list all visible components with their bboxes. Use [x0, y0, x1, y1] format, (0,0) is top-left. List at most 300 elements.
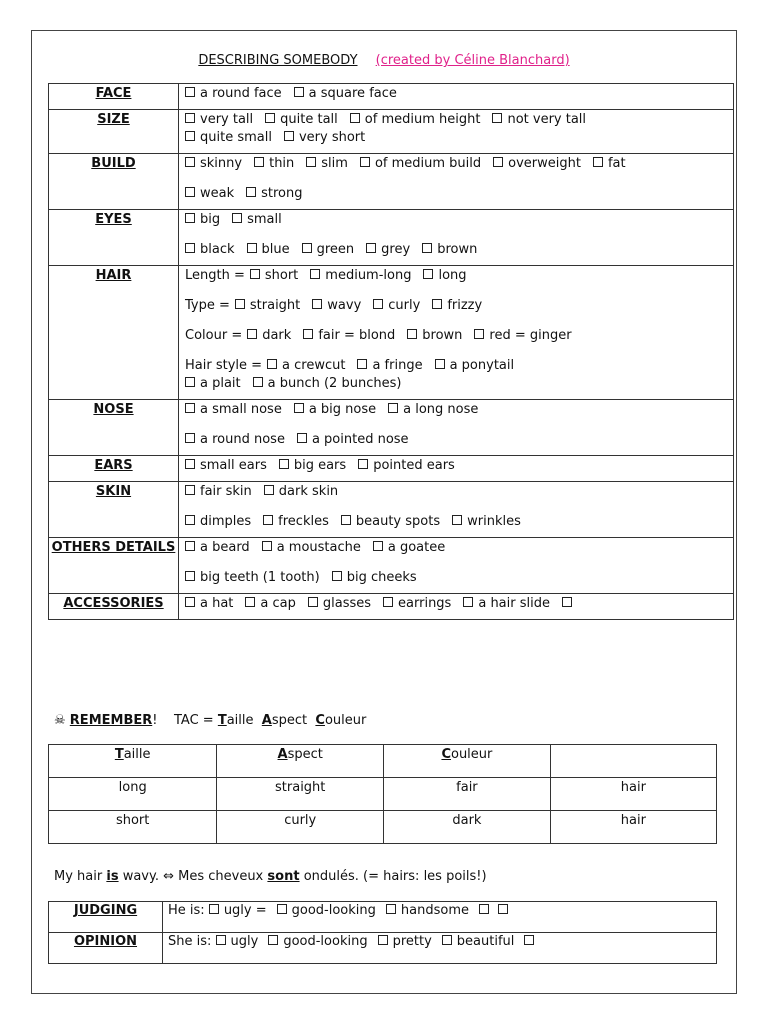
checkbox-option[interactable] [262, 539, 361, 557]
checkbox-icon[interactable] [310, 269, 320, 279]
checkbox-option[interactable] [593, 155, 626, 173]
checkbox-icon[interactable] [254, 157, 264, 167]
tac-header-cell [384, 745, 551, 778]
hair-sentence-mid: wavy. ⇔ Mes cheveux [122, 869, 264, 884]
checkbox-icon[interactable] [308, 597, 318, 607]
option-label: ugly = [223, 903, 267, 918]
checkbox-icon[interactable] [185, 403, 195, 413]
options-line [185, 539, 733, 557]
checkbox-icon[interactable] [185, 597, 195, 607]
checkbox-icon[interactable] [442, 935, 452, 945]
checkbox-option[interactable] [185, 129, 272, 147]
checkbox-option[interactable] [303, 327, 395, 345]
checkbox-icon[interactable] [262, 541, 272, 551]
checkbox-option[interactable] [185, 569, 320, 587]
checkbox-option[interactable] [360, 155, 481, 173]
option-label: brown [437, 242, 478, 257]
checkbox-icon[interactable] [267, 359, 277, 369]
checkbox-icon[interactable] [185, 515, 195, 525]
page-title [32, 53, 736, 68]
feature-options [179, 594, 734, 620]
checkbox-icon[interactable] [247, 243, 257, 253]
checkbox-icon[interactable] [216, 935, 226, 945]
option-label: very tall [200, 112, 254, 127]
feature-row [49, 210, 734, 266]
checkbox-option[interactable] [492, 111, 586, 129]
tac-header-rest: spect [287, 747, 323, 762]
option-label: wrinkles [467, 514, 521, 529]
checkbox-option[interactable] [366, 241, 410, 259]
checkbox-option[interactable] [279, 457, 346, 475]
option-label: red = ginger [489, 328, 572, 343]
option-label: a cap [260, 596, 296, 611]
checkbox-option[interactable] [264, 483, 338, 501]
checkbox-option[interactable] [247, 327, 291, 345]
options-line [185, 185, 733, 203]
options-line [185, 155, 733, 173]
checkbox-option[interactable] [185, 241, 235, 259]
checkbox-icon[interactable] [366, 243, 376, 253]
checkbox-option[interactable] [216, 933, 259, 951]
tac-a-letter: A [261, 713, 272, 728]
option-label: strong [261, 186, 303, 201]
feature-row [49, 594, 734, 620]
option-label: a goatee [387, 540, 446, 555]
judging-she-options [163, 933, 717, 964]
options-line [185, 569, 733, 587]
options-line [185, 483, 733, 501]
checkbox-icon[interactable] [265, 113, 275, 123]
checkbox-icon[interactable] [264, 485, 274, 495]
feature-label: EYES [49, 210, 179, 266]
option-label: glasses [322, 596, 372, 611]
option-label: a long nose [403, 402, 479, 417]
checkbox-icon[interactable] [360, 157, 370, 167]
checkbox-option[interactable] [268, 933, 367, 951]
checkbox-icon[interactable] [341, 515, 351, 525]
options-line [185, 267, 733, 285]
checkbox-icon[interactable] [253, 377, 263, 387]
feature-label: ACCESSORIES [49, 594, 179, 620]
checkbox-option[interactable] [267, 357, 345, 375]
checkbox-option[interactable] [312, 297, 361, 315]
option-label: quite tall [280, 112, 338, 127]
option-label: pointed ears [373, 458, 455, 473]
title-credit: (created by Céline Blanchard) [375, 53, 570, 68]
option-label: blue [261, 242, 290, 257]
checkbox-icon[interactable] [235, 299, 245, 309]
checkbox-option[interactable] [277, 902, 376, 920]
feature-label: SKIN [49, 482, 179, 538]
option-label: big [200, 212, 221, 227]
judging-he-options [163, 902, 717, 933]
skull-icon: ☠ [54, 713, 66, 728]
checkbox-icon[interactable] [452, 515, 462, 525]
tac-cell: hair [550, 811, 716, 844]
option-label: a fringe [372, 358, 423, 373]
feature-label: EARS [49, 456, 179, 482]
option-label: fair skin [200, 484, 252, 499]
option-label: a crewcut [282, 358, 346, 373]
checkbox-option[interactable] [185, 457, 267, 475]
tac-t-letter: T [217, 713, 227, 728]
checkbox-option[interactable] [245, 595, 295, 613]
checkbox-option[interactable] [284, 129, 365, 147]
checkbox-icon[interactable] [185, 459, 195, 469]
checkbox-icon[interactable] [479, 904, 489, 914]
option-label: a big nose [308, 402, 377, 417]
checkbox-option[interactable] [297, 431, 409, 449]
checkbox-option[interactable] [407, 327, 462, 345]
checkbox-option[interactable] [209, 902, 267, 920]
checkbox-option[interactable] [562, 595, 577, 613]
options-line [185, 513, 733, 531]
checkbox-icon[interactable] [423, 269, 433, 279]
tac-table [48, 744, 717, 844]
checkbox-icon[interactable] [268, 935, 278, 945]
checkbox-option[interactable] [294, 85, 397, 103]
option-label: brown [422, 328, 463, 343]
checkbox-icon[interactable] [209, 904, 219, 914]
checkbox-option[interactable] [185, 155, 242, 173]
option-label: big cheeks [346, 570, 417, 585]
checkbox-option[interactable] [250, 267, 298, 285]
option-label: good-looking [283, 934, 368, 949]
feature-options [179, 110, 734, 154]
title-main: DESCRIBING SOMEBODY [198, 53, 358, 68]
checkbox-icon[interactable] [185, 187, 195, 197]
checkbox-icon[interactable] [185, 485, 195, 495]
option-label: fat [607, 156, 626, 171]
judging-row-he [49, 902, 717, 933]
tac-header-cell [49, 745, 217, 778]
checkbox-icon[interactable] [245, 597, 255, 607]
tac-row [49, 778, 717, 811]
tac-t-rest: aille [226, 713, 254, 728]
checkbox-icon[interactable] [492, 113, 502, 123]
line-prefix: Length = [185, 268, 245, 283]
hair-sentence-is: is [106, 869, 119, 884]
checkbox-option[interactable] [185, 595, 233, 613]
tac-header-cell [550, 745, 716, 778]
option-label: a moustache [276, 540, 361, 555]
option-label: a hat [200, 596, 234, 611]
tac-header-rest: aille [123, 747, 151, 762]
option-label: small ears [200, 458, 267, 473]
option-label: dark [262, 328, 292, 343]
options-line [185, 375, 733, 393]
option-label: pretty [392, 934, 432, 949]
checkbox-icon[interactable] [422, 243, 432, 253]
checkbox-icon[interactable] [185, 377, 195, 387]
checkbox-option[interactable] [350, 111, 481, 129]
options-line [185, 357, 733, 375]
he-prefix: He is: [168, 903, 205, 918]
options-line [185, 457, 733, 475]
tac-cell: straight [217, 778, 384, 811]
line-prefix: Type = [185, 298, 230, 313]
checkbox-option[interactable] [442, 933, 515, 951]
option-label: a bunch (2 bunches) [267, 376, 402, 391]
feature-row [49, 456, 734, 482]
checkbox-option[interactable] [308, 595, 371, 613]
options-line [185, 431, 733, 449]
checkbox-option[interactable] [479, 902, 494, 920]
option-label: slim [321, 156, 348, 171]
checkbox-icon[interactable] [493, 157, 503, 167]
checkbox-icon[interactable] [463, 597, 473, 607]
options-line [185, 129, 733, 147]
option-label: beauty spots [355, 514, 441, 529]
checkbox-icon[interactable] [357, 359, 367, 369]
option-label: handsome [400, 903, 469, 918]
checkbox-option[interactable] [185, 539, 250, 557]
options-line [185, 595, 733, 613]
option-label: a round face [200, 86, 282, 101]
feature-row [49, 110, 734, 154]
feature-options [179, 210, 734, 266]
checkbox-icon[interactable] [284, 131, 294, 141]
checkbox-icon[interactable] [407, 329, 417, 339]
option-label: curly [388, 298, 421, 313]
checkbox-option[interactable] [302, 241, 355, 259]
checkbox-icon[interactable] [185, 213, 195, 223]
checkbox-icon[interactable] [302, 243, 312, 253]
checkbox-icon[interactable] [306, 157, 316, 167]
she-prefix: She is: [168, 934, 212, 949]
option-label: not very tall [507, 112, 587, 127]
hair-sentence-post: ondulés. (= hairs: les poils!) [303, 869, 487, 884]
checkbox-option[interactable] [373, 539, 445, 557]
feature-label: NOSE [49, 400, 179, 456]
checkbox-option[interactable] [235, 297, 300, 315]
tac-header-row [49, 745, 717, 778]
feature-label: HAIR [49, 266, 179, 400]
checkbox-option[interactable] [185, 431, 285, 449]
checkbox-option[interactable] [185, 483, 252, 501]
checkbox-option[interactable] [432, 297, 482, 315]
checkbox-icon[interactable] [294, 87, 304, 97]
checkbox-option[interactable] [435, 357, 515, 375]
checkbox-option[interactable] [378, 933, 432, 951]
checkbox-icon[interactable] [378, 935, 388, 945]
checkbox-icon[interactable] [185, 131, 195, 141]
remember-bang: ! [152, 713, 158, 728]
hair-sentence-pre: My hair [54, 869, 103, 884]
checkbox-option[interactable] [263, 513, 329, 531]
checkbox-option[interactable] [493, 155, 581, 173]
feature-options [179, 482, 734, 538]
option-label: thin [269, 156, 295, 171]
feature-row [49, 84, 734, 110]
checkbox-icon[interactable] [373, 299, 383, 309]
checkbox-icon[interactable] [185, 157, 195, 167]
checkbox-icon[interactable] [383, 597, 393, 607]
checkbox-icon[interactable] [263, 515, 273, 525]
judging-table [48, 901, 717, 964]
checkbox-option[interactable] [185, 401, 282, 419]
tac-cell: fair [384, 778, 551, 811]
tac-cell: hair [550, 778, 716, 811]
checkbox-icon[interactable] [373, 541, 383, 551]
tac-header-cell [217, 745, 384, 778]
checkbox-option[interactable] [452, 513, 521, 531]
checkbox-icon[interactable] [185, 571, 195, 581]
option-label: a beard [200, 540, 250, 555]
tac-cell: long [49, 778, 217, 811]
checkbox-icon[interactable] [435, 359, 445, 369]
options-line [185, 327, 733, 345]
checkbox-option[interactable] [474, 327, 571, 345]
checkbox-icon[interactable] [593, 157, 603, 167]
options-line [185, 85, 733, 103]
option-label: wavy [327, 298, 362, 313]
checkbox-icon[interactable] [303, 329, 313, 339]
checkbox-icon[interactable] [474, 329, 484, 339]
checkbox-icon[interactable] [332, 571, 342, 581]
option-label: weak [200, 186, 235, 201]
checkbox-icon[interactable] [279, 459, 289, 469]
remember-label: REMEMBER [69, 713, 153, 728]
options-line [185, 297, 733, 315]
checkbox-option[interactable] [185, 85, 282, 103]
option-label: big teeth (1 tooth) [200, 570, 320, 585]
checkbox-option[interactable] [265, 111, 338, 129]
tac-header-letter: A [277, 747, 288, 762]
option-label: dark skin [278, 484, 339, 499]
checkbox-icon[interactable] [498, 904, 508, 914]
checkbox-icon[interactable] [562, 597, 572, 607]
option-label: grey [381, 242, 411, 257]
checkbox-icon[interactable] [232, 213, 242, 223]
checkbox-option[interactable] [422, 241, 477, 259]
option-label: quite small [200, 130, 272, 145]
checkbox-option[interactable] [254, 155, 294, 173]
checkbox-option[interactable] [306, 155, 348, 173]
checkbox-option[interactable] [423, 267, 466, 285]
checkbox-option[interactable] [383, 595, 451, 613]
option-label: straight [249, 298, 301, 313]
option-label: a hair slide [478, 596, 550, 611]
option-label: short [264, 268, 299, 283]
checkbox-icon[interactable] [185, 541, 195, 551]
checkbox-icon[interactable] [185, 87, 195, 97]
hair-sentence [54, 869, 487, 884]
checkbox-option[interactable] [185, 375, 241, 393]
checkbox-icon[interactable] [247, 329, 257, 339]
option-label: skinny [200, 156, 243, 171]
checkbox-option[interactable] [463, 595, 550, 613]
checkbox-icon[interactable] [358, 459, 368, 469]
checkbox-option[interactable] [498, 902, 513, 920]
checkbox-option[interactable] [332, 569, 417, 587]
checkbox-option[interactable] [185, 513, 251, 531]
checkbox-option[interactable] [232, 211, 282, 229]
option-label: frizzy [447, 298, 483, 313]
checkbox-option[interactable] [247, 241, 290, 259]
checkbox-icon[interactable] [388, 403, 398, 413]
feature-options [179, 266, 734, 400]
tac-c-rest: ouleur [324, 713, 367, 728]
feature-row [49, 400, 734, 456]
checkbox-option[interactable] [185, 211, 220, 229]
checkbox-icon[interactable] [246, 187, 256, 197]
checkbox-option[interactable] [357, 357, 422, 375]
checkbox-icon[interactable] [432, 299, 442, 309]
options-line [185, 241, 733, 259]
hair-sentence-sont: sont [267, 869, 300, 884]
checkbox-icon[interactable] [185, 243, 195, 253]
feature-options [179, 400, 734, 456]
checkbox-option[interactable] [185, 185, 234, 203]
tac-header-letter: T [114, 747, 124, 762]
tac-cell: dark [384, 811, 551, 844]
feature-options [179, 84, 734, 110]
checkbox-icon[interactable] [185, 433, 195, 443]
checkbox-option[interactable] [373, 297, 420, 315]
checkbox-icon[interactable] [297, 433, 307, 443]
option-label: very short [298, 130, 366, 145]
checkbox-option[interactable] [246, 185, 302, 203]
option-label: green [316, 242, 355, 257]
option-label: of medium height [364, 112, 481, 127]
checkbox-icon[interactable] [386, 904, 396, 914]
checkbox-option[interactable] [253, 375, 402, 393]
feature-row [49, 154, 734, 210]
option-label: earrings [398, 596, 452, 611]
checkbox-option[interactable] [294, 401, 376, 419]
option-label: a pointed nose [311, 432, 409, 447]
checkbox-option[interactable] [310, 267, 411, 285]
checkbox-icon[interactable] [185, 113, 195, 123]
checkbox-icon[interactable] [312, 299, 322, 309]
option-label: long [438, 268, 467, 283]
checkbox-icon[interactable] [524, 935, 534, 945]
judging-row-she [49, 933, 717, 964]
checkbox-option[interactable] [185, 111, 253, 129]
option-label: freckles [278, 514, 329, 529]
feature-options [179, 456, 734, 482]
option-label: black [200, 242, 235, 257]
checkbox-icon[interactable] [294, 403, 304, 413]
option-label: overweight [508, 156, 581, 171]
feature-options [179, 538, 734, 594]
options-line [185, 211, 733, 229]
option-label: small [247, 212, 282, 227]
option-label: beautiful [456, 934, 515, 949]
option-label: of medium build [374, 156, 482, 171]
option-label: a square face [308, 86, 397, 101]
option-label: big ears [293, 458, 347, 473]
option-label: a ponytail [449, 358, 515, 373]
options-line [185, 111, 733, 129]
opinion-label: OPINION [49, 933, 163, 964]
option-label: fair = blond [318, 328, 396, 343]
feature-options [179, 154, 734, 210]
checkbox-option[interactable] [386, 902, 469, 920]
checkbox-icon[interactable] [350, 113, 360, 123]
checkbox-icon[interactable] [250, 269, 260, 279]
checkbox-option[interactable] [358, 457, 455, 475]
checkbox-icon[interactable] [277, 904, 287, 914]
remember-line [54, 713, 366, 728]
checkbox-option[interactable] [341, 513, 440, 531]
checkbox-option[interactable] [524, 933, 539, 951]
feature-label: SIZE [49, 110, 179, 154]
option-label: dimples [200, 514, 252, 529]
feature-label: BUILD [49, 154, 179, 210]
checkbox-option[interactable] [388, 401, 478, 419]
